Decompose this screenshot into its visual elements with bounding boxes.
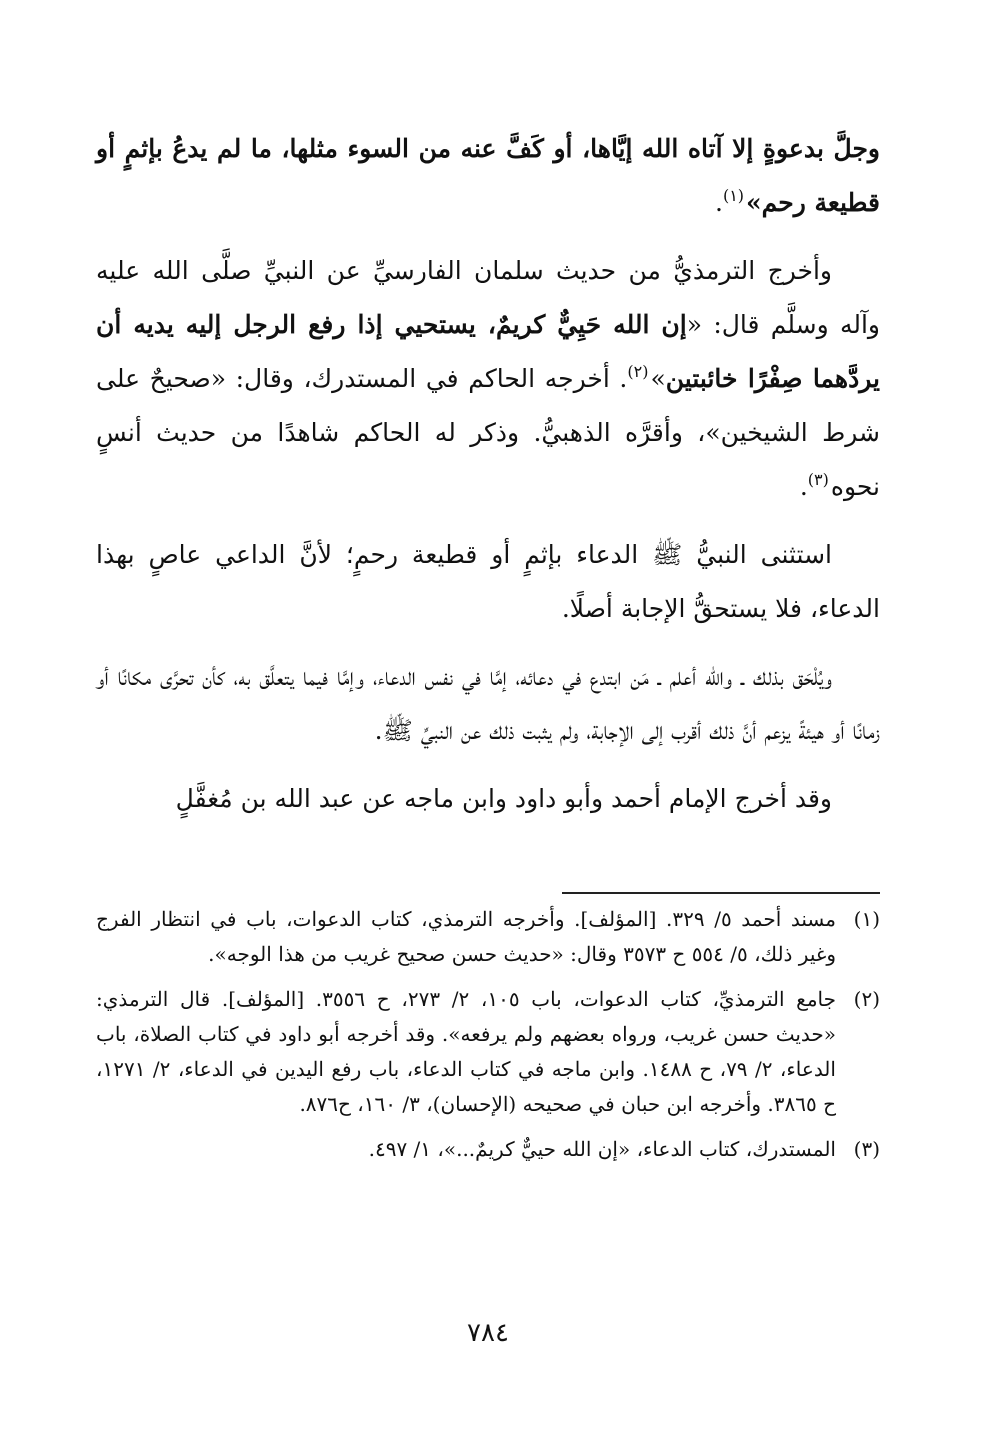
paragraph-4: ويُلْحَق بذلك ـ والله أعلم ـ مَن ابتدع في دعائه، إمَّا في نفس الدعاء، وإمَّا فيما يتعلَّق به، كأن تحرَّى مكانًا أو زمانًا أو هيئةً يزعم أنَّ ذلك أقرب إلى الإجابة، ولم يثبت ذلك عن النبيِّ ﷺ.	[96, 662, 880, 745]
footnote-number: (٢)	[853, 987, 880, 1011]
footnote-separator	[562, 892, 880, 894]
footnote-number: (١)	[853, 907, 880, 931]
quote-close: »	[650, 364, 666, 393]
footnote-3	[96, 1132, 880, 1167]
footnote-number: (٣)	[853, 1137, 880, 1161]
hadith-quote: إن الله حَيِيٌّ كريمٌ، يستحيي إذا رفع الرجل إليه يديه أن يردَّهما صِفْرًا خائبتين	[96, 310, 880, 393]
footnote-text: جامع الترمذيِّ، كتاب الدعوات، باب ١٠٥، ٢/ ٢٧٣، ح ٣٥٥٦. [المؤلف]. قال الترمذي: «حديث حسن غريب، ورواه بعضهم ولم يرفعه». وقد أخرجه أبو داود في كتاب الصلاة، باب الدعاء، ٢/ ٧٩، ح ١٤٨٨. وابن ماجه في كتاب الدعاء، باب رفع اليدين في الدعاء، ٢/ ١٢٧١، ح ٣٨٦٥. وأخرجه ابن حبان في صحيحه (الإحسان)، ٣/ ١٦٠، ح٨٧٦.	[96, 987, 836, 1116]
period: .	[714, 188, 723, 217]
footnote-text: المستدرك، كتاب الدعاء، «إن الله حييٌّ كريمٌ...»، ١/ ٤٩٧.	[368, 1137, 836, 1161]
paragraph-5: وقد أخرج الإمام أحمد وأبو داود وابن ماجه عن عبد الله بن مُغفَّلٍ	[175, 784, 832, 813]
footnote-ref-1[interactable]: (١)	[722, 186, 745, 205]
footnote-ref-3[interactable]: (٣)	[807, 470, 829, 489]
paragraph-3: استثنى النبيُّ ﷺ الدعاء بإثمٍ أو قطيعة رحمٍ؛ لأنَّ الداعي عاصٍ بهذا الدعاء، فلا يستحقُّ الإجابة أصلًا.	[96, 540, 880, 623]
paragraph-2	[96, 244, 880, 514]
footnotes	[96, 902, 880, 1177]
footnote-2	[96, 982, 880, 1122]
hadith-quote: وجلَّ بدعوةٍ إلا آتاه الله إيَّاها، أو كَفَّ عنه من السوء مثلها، ما لم يدعُ بإثمٍ أو قطيعة رحم»	[96, 134, 880, 217]
footnote-1	[96, 902, 880, 972]
paragraph-1	[96, 122, 880, 230]
main-text	[96, 122, 880, 840]
footnote-ref-2[interactable]: (٢)	[627, 362, 649, 381]
book-page	[96, 110, 880, 1411]
paragraph-2-body: . أخرجه الحاكم في المستدرك، وقال: «صحيحٌ على شرط الشيخين»، وأقرَّه الذهبيُّ. وذكر له الحاكم شاهدًا من حديث أنسٍ نحوه	[96, 364, 880, 501]
page-number: ٧٨٤	[467, 1318, 509, 1348]
footnote-text: مسند أحمد ٥/ ٣٢٩. [المؤلف]. وأخرجه الترمذي، كتاب الدعوات، باب في انتظار الفرج وغير ذلك، ٥/ ٥٥٤ ح ٣٥٧٣ وقال: «حديث حسن صحيح غريب من هذا الوجه».	[96, 907, 836, 966]
paragraph-2-intro: وأخرج الترمذيُّ من حديث سلمان الفارسيِّ عن النبيِّ صلَّى الله عليه وآله وسلَّم قال: «	[96, 256, 880, 339]
period: .	[799, 472, 808, 501]
